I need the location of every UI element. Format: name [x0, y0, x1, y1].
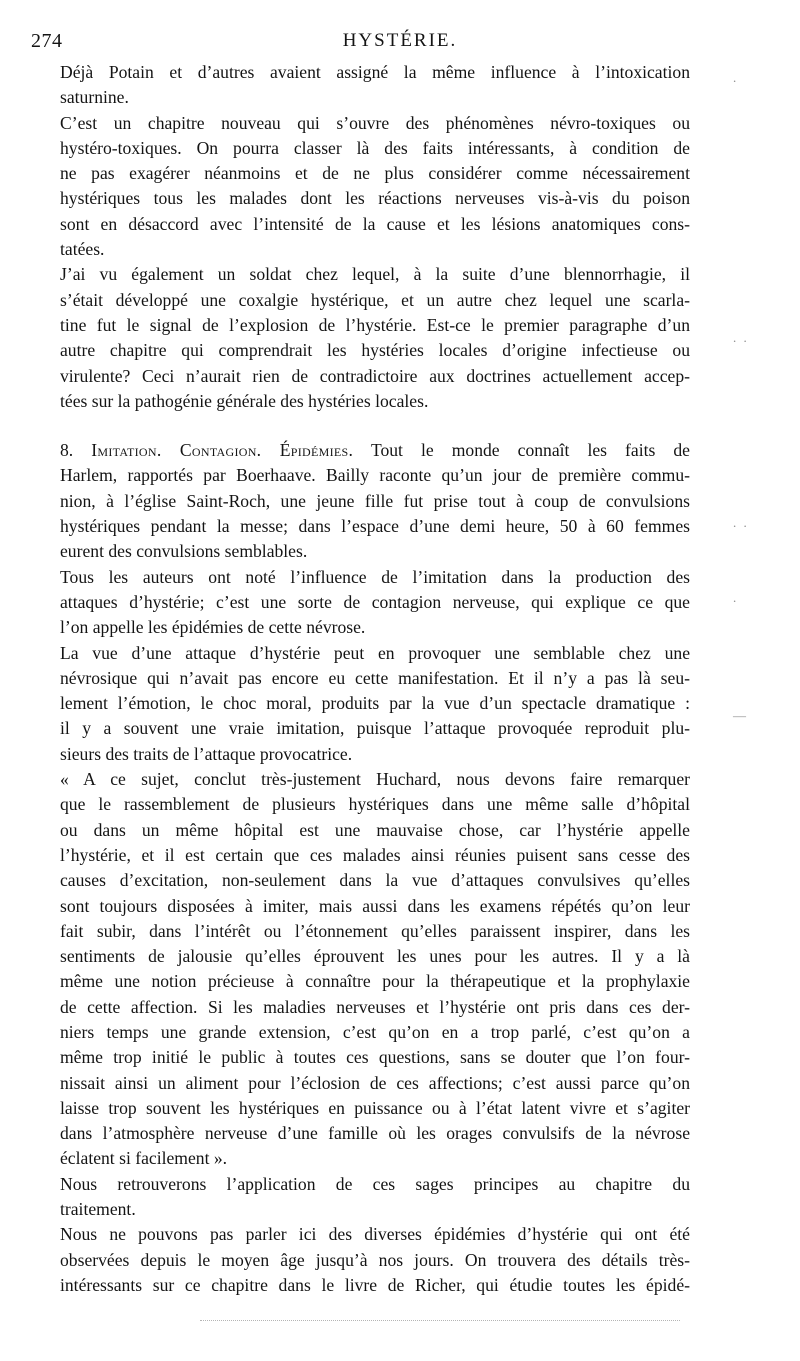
paragraph	[60, 60, 690, 111]
text-line: intéressants sur ce chapitre dans le livre de Richer, qui étudie toutes les épidé-	[60, 1274, 690, 1295]
text-line: J’ai vu également un soldat chez lequel, à la suite d’une blennorrhagie, il	[60, 264, 690, 285]
text-line: niers temps une grande extension, c’est qu’on en a trop parlé, c’est qu’on a	[60, 1021, 690, 1042]
text-line: observées depuis le moyen âge jusqu’à nos jours. On trouvera des détails très-	[60, 1249, 690, 1270]
text-line: Tous les auteurs ont noté l’influence de l’imitation dans la production des	[60, 566, 690, 587]
text-line: eurent des convulsions semblables.	[60, 541, 308, 562]
text-line: traitement.	[60, 1199, 136, 1220]
section-paragraph	[60, 438, 690, 564]
text-line: hystéro-toxiques. On pourra classer là des faits intéressants, à condition de	[60, 137, 690, 158]
paragraph	[60, 565, 690, 641]
text-line: l’hystérie, et il est certain que ces malades ainsi réunies puisent sans cesse des	[60, 844, 690, 865]
quoted-paragraph	[60, 767, 690, 1172]
text-line: La vue d’une attaque d’hystérie peut en provoquer une semblable chez une	[60, 642, 690, 663]
section-title: Imitation. Contagion. Épidémies.	[91, 440, 354, 461]
page-number: 274	[31, 30, 63, 52]
margin-scan-mark: .	[733, 590, 739, 605]
text-line: hystériques pendant la messe; dans l’espace d’une demi heure, 50 à 60 femmes	[60, 516, 690, 537]
paragraph	[60, 1222, 690, 1298]
running-title: HYSTÉRIE.	[342, 30, 458, 51]
paragraph	[60, 1172, 690, 1223]
text-line: saturnine.	[60, 87, 129, 108]
running-head	[0, 30, 800, 58]
text-line: éclatent si facilement ».	[60, 1148, 228, 1169]
text-line: l’on appelle les épidémies de cette névrose.	[60, 617, 366, 638]
text-line: s’était développé une coxalgie hystérique, et un autre chez lequel une scarla-	[60, 289, 690, 310]
text-line: fait subir, dans l’intérêt ou l’étonnement qu’elles paraissent inspirer, dans les	[60, 920, 690, 941]
text-line: autre chapitre qui comprendrait les hystéries locales d’origine infectieuse ou	[60, 340, 690, 361]
text-line: que le rassemblement de plusieurs hystériques dans une même salle d’hôpital	[60, 794, 690, 815]
text-line: « A ce sujet, conclut très-justement Huchard, nous devons faire remarquer	[60, 769, 690, 790]
text-line: Nous ne pouvons pas parler ici des diverses épidémies d’hystérie qui ont été	[60, 1224, 690, 1245]
text-line: hystériques tous les malades dont les réactions nerveuses vis-à-vis du poison	[60, 188, 690, 209]
text-line: ne pas exagérer néanmoins et de ne plus considérer comme nécessairement	[60, 163, 690, 184]
text-line: C’est un chapitre nouveau qui s’ouvre des phénomènes névro-toxiques ou	[60, 112, 690, 133]
text-line: dans l’atmosphère nerveuse d’une famille où les orages convulsifs de la névrose	[60, 1123, 690, 1144]
text-line: de cette affection. Si les maladies nerveuses et l’hystérie ont pris dans ces der-	[60, 996, 690, 1017]
text-line: laisse trop souvent les hystériques en puissance ou à l’état latent vivre et s’agiter	[60, 1097, 690, 1118]
text-line: ou dans un même hôpital est une mauvaise chose, car l’hystérie appelle	[60, 819, 690, 840]
text-line: sont toujours disposées à imiter, mais aussi dans les examens répétés qu’on leur	[60, 895, 690, 916]
text-line: nion, à l’église Saint-Roch, une jeune fille fut prise tout à coup de convulsions	[60, 490, 690, 511]
section-first-line-text: Tout le monde connaît les faits de	[370, 440, 690, 461]
text-line: sont en désaccord avec l’intensité de la cause et les lésions anatomiques cons-	[60, 213, 690, 234]
paragraph	[60, 641, 690, 767]
section-gap	[60, 414, 690, 438]
text-line: même une notion précieuse à connaître pour la thérapeutique et la prophylaxie	[60, 971, 690, 992]
margin-scan-mark: .	[733, 70, 739, 85]
bottom-scan-noise	[200, 1320, 680, 1331]
margin-scan-mark: . .	[733, 330, 749, 345]
text-line: nissait ainsi un aliment pour l’éclosion de ces affections; c’est aussi parce qu’on	[60, 1072, 690, 1093]
text-line: Déjà Potain et d’autres avaient assigné la même influence à l’intoxication	[60, 62, 690, 82]
text-line: même trop initié le public à toutes ces questions, sans se douter que l’on four-	[60, 1047, 690, 1068]
text-line: tées sur la pathogénie générale des hystéries locales.	[60, 390, 429, 411]
section-first-line	[60, 438, 690, 463]
text-line: lement l’émotion, le choc moral, produits par la vue d’un spectacle dramatique :	[60, 693, 690, 714]
margin-scan-mark: . .	[733, 515, 749, 530]
text-line: tine fut le signal de l’explosion de l’hystérie. Est-ce le premier paragraphe d’un	[60, 314, 690, 335]
section-number: 8.	[60, 440, 74, 461]
paragraph	[60, 111, 690, 263]
paragraph	[60, 262, 690, 414]
margin-scan-mark: —	[733, 708, 748, 723]
text-line: causes d’excitation, non-seulement dans la vue d’attaques convulsives qu’elles	[60, 870, 690, 891]
text-line: Nous retrouverons l’application de ces sages principes au chapitre du	[60, 1173, 690, 1194]
text-line: Harlem, rapportés par Boerhaave. Bailly raconte qu’un jour de première commu-	[60, 465, 690, 486]
text-line: sentiments de jalousie qu’elles éprouvent les unes pour les autres. Il y a là	[60, 946, 690, 967]
text-line: attaques d’hystérie; c’est une sorte de contagion nerveuse, qui explique ce que	[60, 591, 690, 612]
text-line: virulente? Ceci n’aurait rien de contradictoire aux doctrines actuellement accep-	[60, 365, 690, 386]
body-text	[60, 60, 690, 1298]
text-line: sieurs des traits de l’attaque provocatrice.	[60, 743, 353, 764]
text-line: névrosique qui n’avait pas encore eu cette manifestation. Et il n’y a pas là seu-	[60, 667, 690, 688]
text-line: tatées.	[60, 239, 105, 260]
text-line: il y a souvent une vraie imitation, puisque l’attaque provoquée reproduit plu-	[60, 718, 690, 739]
